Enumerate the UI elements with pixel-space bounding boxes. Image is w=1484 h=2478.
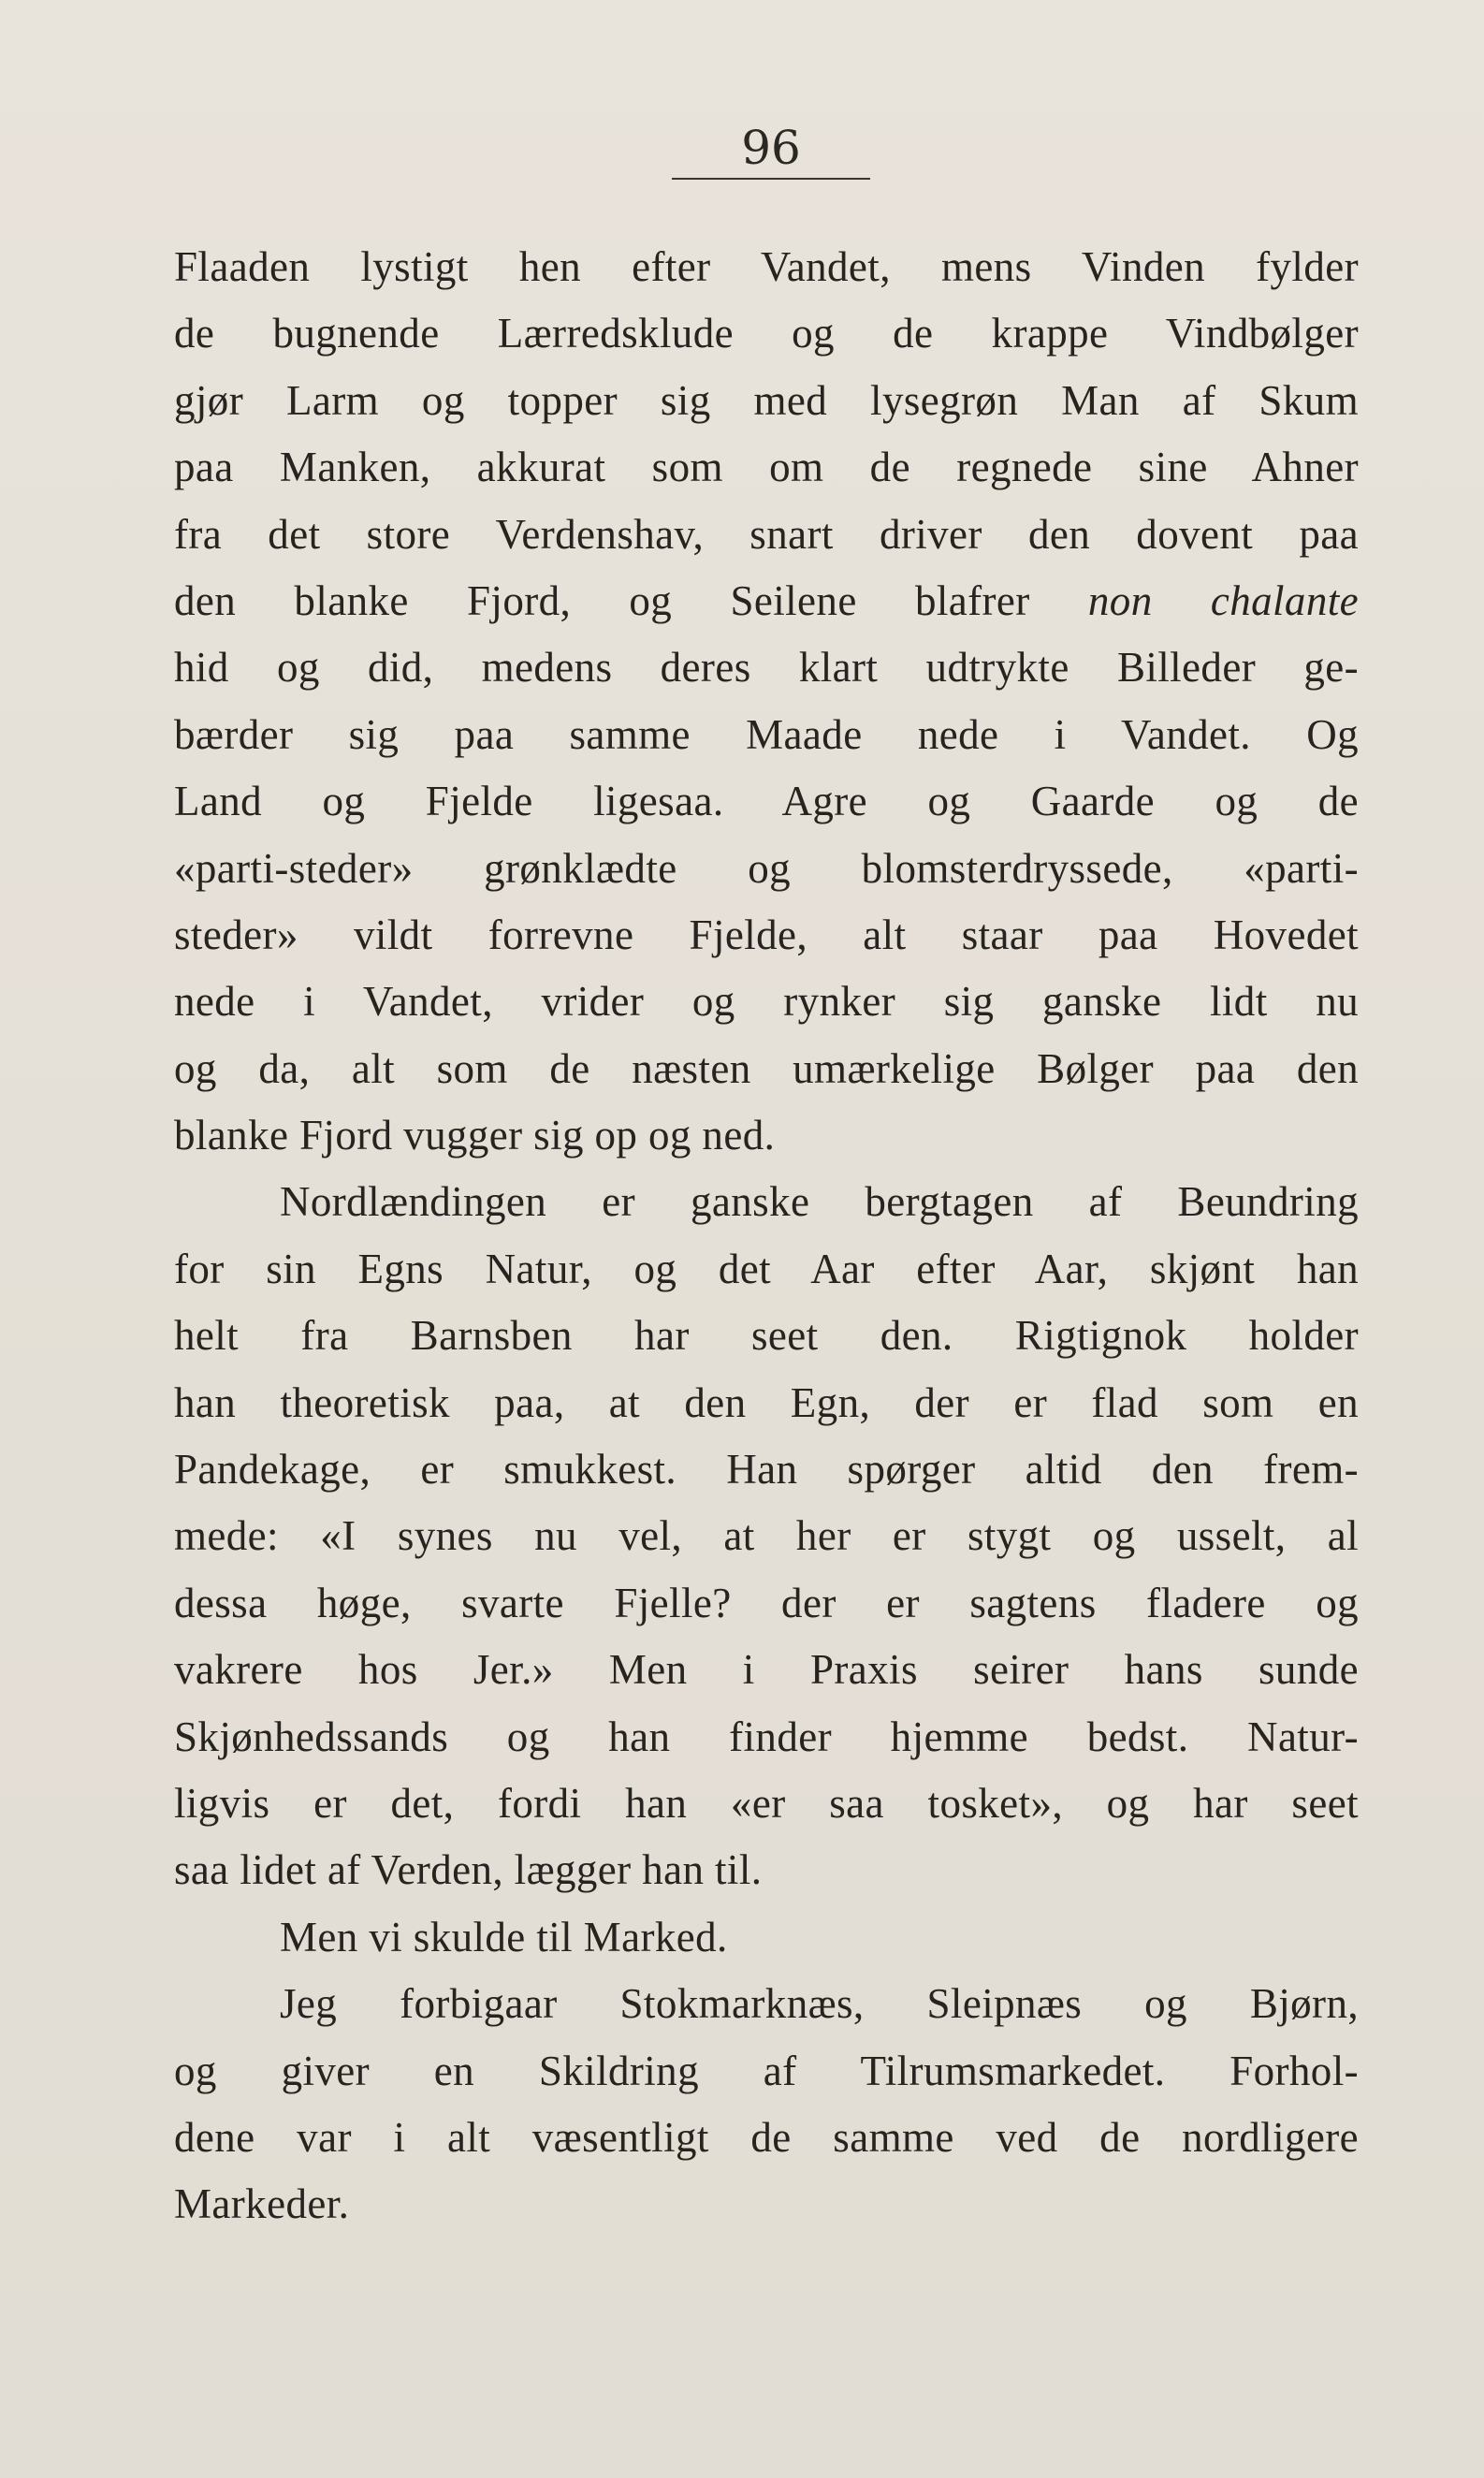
text-line-23: Skjønhedssands og han finder hjemme bedst. Natur-: [174, 1713, 1359, 1760]
body-text: [174, 234, 1359, 2238]
text-line-18: han theoretisk paa, at den Egn, der er flad som en: [174, 1378, 1359, 1426]
text-line-21: dessa høge, svarte Fjelle? der er sagtens fladere og: [174, 1579, 1359, 1626]
text-line-25: saa lidet af Verden, lægger han til.: [174, 1846, 763, 1894]
text-line-6: [174, 568, 1359, 634]
text-line-1: Flaaden lystigt hen efter Vandet, mens Vinden fylder: [174, 243, 1359, 290]
page-number: 96: [672, 120, 870, 180]
text-line-15: Nordlændingen er ganske bergtagen af Beundring: [280, 1178, 1359, 1226]
text-line-6-roman: den blanke Fjord, og Seilene blafrer: [174, 576, 1088, 624]
italic-phrase: non chalante: [1087, 576, 1359, 624]
text-line-3: gjør Larm og topper sig med lysegrøn Man af Skum: [174, 376, 1359, 424]
text-line-20: mede: «I synes nu vel, at her er stygt og usselt, al: [174, 1512, 1359, 1560]
text-line-4: paa Manken, akkurat som om de regnede sine Ahner: [174, 444, 1359, 491]
text-line-22: vakrere hos Jer.» Men i Praxis seirer hans sunde: [174, 1646, 1359, 1694]
text-line-27: Jeg forbigaar Stokmarknæs, Sleipnæs og Bjørn,: [280, 1980, 1359, 2028]
text-line-11: steder» vildt forrevne Fjelde, alt staar paa Hovedet: [174, 911, 1359, 958]
text-line-10: «parti-steder» grønklædte og blomsterdryssede, «parti-: [174, 844, 1359, 892]
text-line-28: og giver en Skildring af Tilrumsmarkedet. Forhol-: [174, 2047, 1359, 2094]
text-line-7: hid og did, medens deres klart udtrykte Billeder ge-: [174, 644, 1359, 692]
text-line-17: helt fra Barnsben har seet den. Rigtignok holder: [174, 1312, 1359, 1360]
text-line-14: blanke Fjord vugger sig op og ned.: [174, 1112, 776, 1159]
text-line-16: for sin Egns Natur, og det Aar efter Aar, skjønt han: [174, 1245, 1359, 1292]
text-line-26: Men vi skulde til Marked.: [280, 1913, 728, 1961]
text-line-29: dene var i alt væsentligt de samme ved de nordligere: [174, 2113, 1359, 2161]
text-line-9: Land og Fjelde ligesaa. Agre og Gaarde og de: [174, 778, 1359, 825]
text-line-30: Markeder.: [174, 2180, 350, 2228]
text-line-24: ligvis er det, fordi han «er saa tosket», og har seet: [174, 1779, 1359, 1827]
text-line-19: Pandekage, er smukkest. Han spørger altid den frem-: [174, 1446, 1359, 1494]
text-line-13: og da, alt som de næsten umærkelige Bølger paa den: [174, 1044, 1359, 1092]
text-line-12: nede i Vandet, vrider og rynker sig ganske lidt nu: [174, 978, 1359, 1026]
text-line-5: fra det store Verdenshav, snart driver den dovent paa: [174, 510, 1359, 558]
text-line-2: de bugnende Lærredsklude og de krappe Vindbølger: [174, 310, 1359, 357]
text-line-8: bærder sig paa samme Maade nede i Vandet. Og: [174, 710, 1359, 758]
